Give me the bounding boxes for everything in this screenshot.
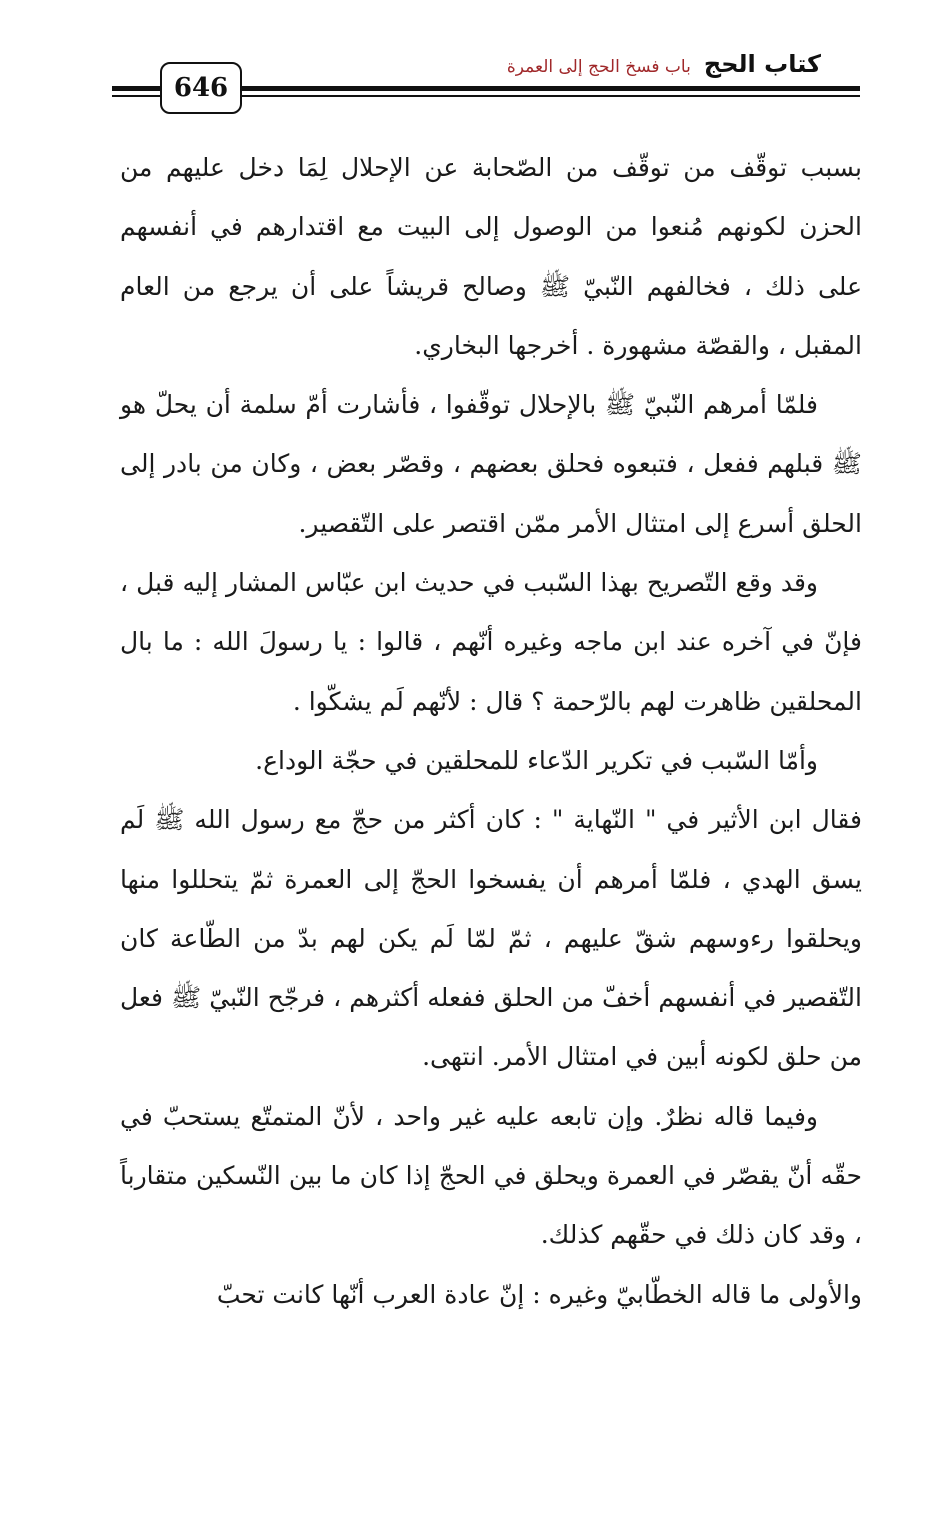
page-header — [0, 0, 945, 120]
paragraph-7: والأولى ما قاله الخطّابيّ وغيره : إنّ عادة العرب أنّها كانت تحبّ — [216, 1279, 862, 1309]
paragraph-4: وأمّا السّبب في تكرير الدّعاء للمحلقين في حجّة الوداع. — [255, 745, 818, 775]
page-number: 646 — [160, 62, 242, 114]
paragraph-3: وقد وقع التّصريح بهذا السّبب في حديث ابن عبّاس المشار إليه قبل ، فإنّ في آخره عند ابن ماجه وغيره أنّهم ، قالوا : يا رسولَ الله : ما بال المحلقين ظاهرت لهم بالرّحمة ؟ قال : لأنّهم لَم يشكّوا . — [120, 568, 862, 716]
chapter-title: باب فسخ الحج إلى العمرة — [506, 57, 691, 77]
paragraph-2: فلمّا أمرهم النّبيّ ﷺ بالإحلال توقّفوا ، فأشارت أمّ سلمة أن يحلّ هو ﷺ قبلهم ففعل ، فتبعوه فحلق بعضهم ، وقصّر بعض ، وكان من بادر إلى الحلق أسرع إلى امتثال الأمر ممّن اقتصر على التّقصير. — [120, 390, 862, 538]
running-head — [507, 50, 821, 78]
paragraph-6: وفيما قاله نظرٌ. وإن تابعه عليه غير واحد ، لأنّ المتمتّع يستحبّ في حقّه أنّ يقصّر في العمرة ويحلق في الحجّ إذا كان ما بين النّسكين متقارباً ، وقد كان ذلك في حقّهم كذلك. — [120, 1101, 862, 1250]
paragraph-1: بسبب توقّف من توقّف من الصّحابة عن الإحلال لِمَا دخل عليهم من الحزن لكونهم مُنعوا من الوصول إلى البيت مع اقتدارهم في أنفسهم على ذلك ، فخالفهم النّبيّ ﷺ وصالح قريشاً على أن يرجع من العام المقبل ، والقصّة مشهورة . أخرجها البخاري. — [120, 153, 862, 360]
paragraph-5: فقال ابن الأثير في " النّهاية " : كان أكثر من حجّ مع رسول الله ﷺ لَم يسق الهدي ، فلمّا أمرهم أن يفسخوا الحجّ إلى العمرة ثمّ يتحللوا منها ويحلقوا رءوسهم شقّ عليهم ، ثمّ لمّا لَم يكن لهم بدّ من الطّاعة كان التّقصير في أنفسهم أخفّ من الحلق ففعله أكثرهم ، فرجّح النّبيّ ﷺ فعل من حلق لكونه أبين في امتثال الأمر. انتهى. — [120, 805, 862, 1072]
book-title: كتاب الحج — [703, 50, 821, 78]
body-text — [120, 138, 862, 1324]
